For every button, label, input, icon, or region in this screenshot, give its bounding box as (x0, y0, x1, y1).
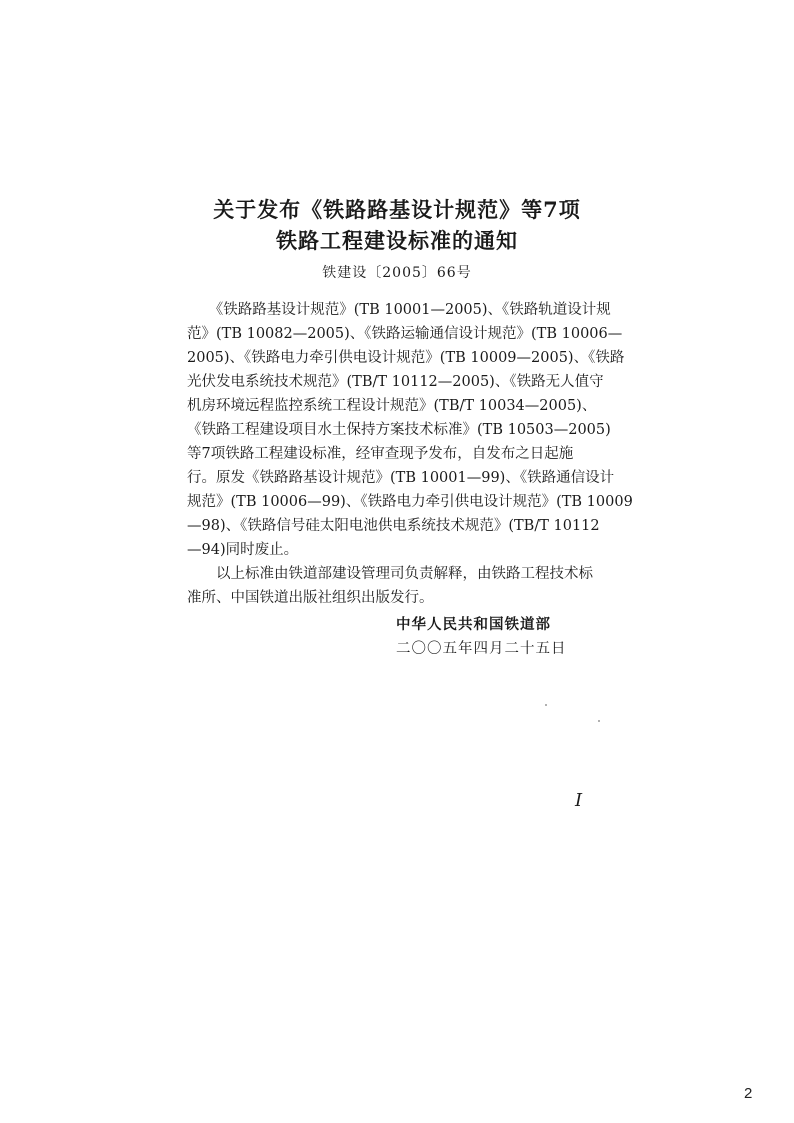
scan-speck (598, 720, 600, 722)
body-line: 《铁路工程建设项目水土保持方案技术标准》(TB 10503—2005) (187, 422, 611, 438)
body-line: 行。原发《铁路路基设计规范》(TB 10001—99)、《铁路通信设计 (187, 470, 615, 486)
body-line: 准所、中国铁道出版社组织出版发行。 (187, 590, 434, 606)
body-line: —94)同时废止。 (187, 542, 299, 558)
body-line: 2005)、《铁路电力牵引供电设计规范》(TB 10009—2005)、《铁路 (187, 350, 625, 366)
signature-date: 二〇〇五年四月二十五日 (396, 641, 567, 657)
scan-speck (545, 704, 547, 706)
notice-title-line-2: 铁路工程建设标准的通知 (276, 228, 518, 253)
document-number: 铁建设〔2005〕66号 (322, 265, 472, 281)
body-line: —98)、《铁路信号硅太阳电池供电系统技术规范》(TB/T 10112 (187, 518, 600, 534)
body-line: 机房环境远程监控系统工程设计规范》(TB/T 10034—2005)、 (187, 398, 597, 414)
body-line: 《铁路路基设计规范》(TB 10001—2005)、《铁路轨道设计规 (187, 302, 611, 318)
body-line: 以上标准由铁道部建设管理司负责解释，由铁路工程技术标 (187, 566, 593, 582)
body-line: 光伏发电系统技术规范》(TB/T 10112—2005)、《铁路无人值守 (187, 374, 604, 390)
notice-title-line-1: 关于发布《铁路路基设计规范》等7项 (213, 197, 581, 222)
body-line: 范》(TB 10082—2005)、《铁路运输通信设计规范》(TB 10006— (187, 326, 623, 342)
signature-organization: 中华人民共和国铁道部 (396, 616, 551, 633)
page-number: 2 (744, 1085, 753, 1102)
body-line: 规范》(TB 10006—99)、《铁路电力牵引供电设计规范》(TB 10009 (187, 494, 633, 510)
body-line: 等7项铁路工程建设标准，经审查现予发布，自发布之日起施 (187, 446, 574, 462)
roman-page-number: I (575, 790, 583, 811)
